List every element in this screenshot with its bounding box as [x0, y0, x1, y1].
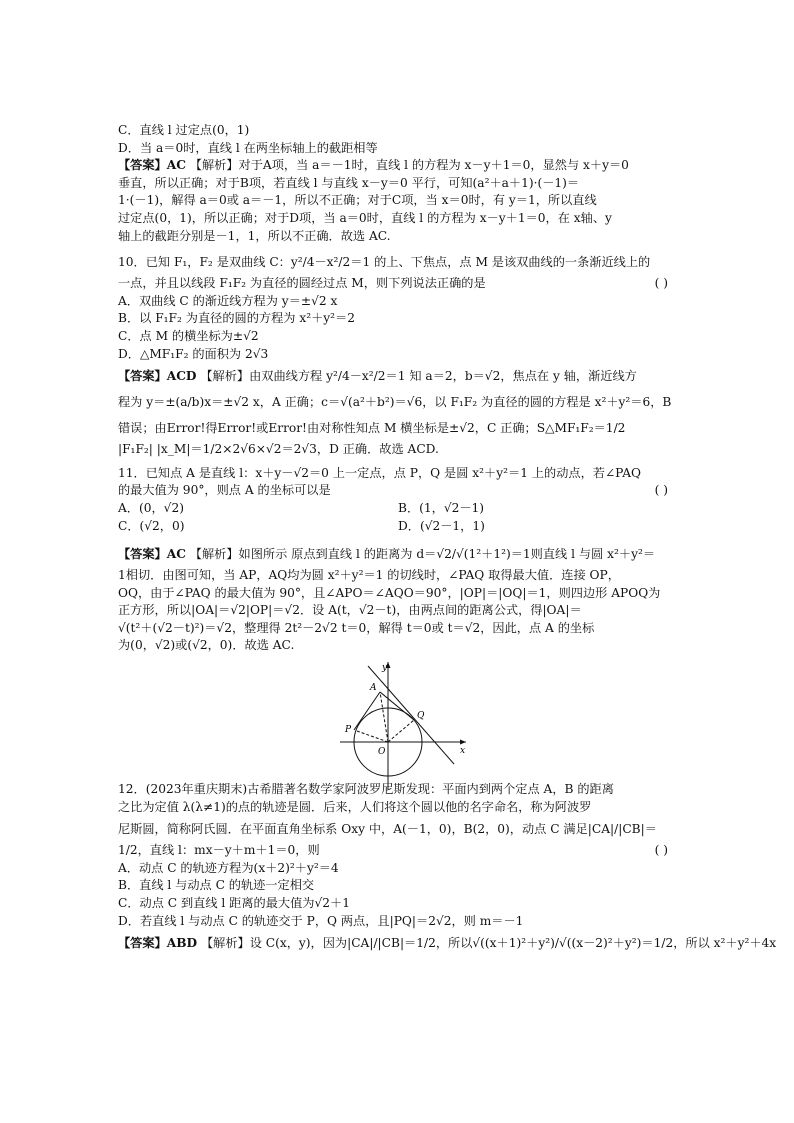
q11-explanation-5: √(t²＋(√2－t)²)＝√2，整理得 2t²－2√2 t＝0，解得 t＝0或 t＝√2，因此，点 A 的坐标 [118, 620, 595, 635]
tangent-aq [380, 692, 414, 720]
q10-explanation-4: |F₁F₂| |x_M|＝1/2×2√6×√2＝2√3，D 正确．故选 ACD. [118, 442, 439, 457]
q11-explanation-2: 1相切．由图可知，当 AP，AQ均为圆 x²＋y²＝1 的切线时，∠PAQ 取得最大值．连接 OP， [118, 568, 620, 583]
q11-option-b: B．(1，√2－1) [398, 500, 485, 515]
segment-oa [380, 692, 388, 742]
q11-answer: 【答案】AC [118, 547, 186, 562]
label-x: x [460, 746, 466, 756]
tangent-ap [354, 692, 380, 730]
q11-option-c: C．(√2，0) [118, 518, 185, 533]
q10-answer: 【答案】ACD [118, 369, 197, 384]
q12-stem-3: 尼斯圆，简称阿氏圆．在平面直角坐标系 Oxy 中，A(－1，0)，B(2，0)，动点 C 满足|CA|/|CB|＝ [118, 822, 657, 837]
q10-option-a: A．双曲线 C 的渐近线方程为 y＝±√2 x [118, 293, 338, 308]
q9-explanation-2: 垂直，所以正确；对于B项，若直线 l 与直线 x－y＝0 平行，可知(a²＋a＋1)·(－1)＝ [118, 175, 580, 190]
q11-explanation-1: 【解析】如图所示 原点到直线 l 的距离为 d＝√2/√(1²＋1²)＝1则直线 l 与圆 x²＋y²＝ [189, 547, 656, 562]
q11-option-a: A．(0，√2) [118, 500, 184, 515]
q10-explanation-1: 【解析】由双曲线方程 y²/4－x²/2＝1 知 a＝2，b＝√2，焦点在 y 轴，渐近线方 [200, 369, 637, 384]
label-y: y [382, 663, 388, 673]
q10-option-d: D．△MF₁F₂ 的面积为 2√3 [118, 346, 269, 361]
q10-explanation-3: 错误；由Error!得Error!或Error!由对称性知点 M 横坐标是±√2，C 正确；S△MF₁F₂＝1/2 [118, 421, 626, 436]
q12-stem-2: 之比为定值 λ(λ≠1)的点的轨迹是圆．后来，人们将这个圆以他的名字命名，称为阿波罗 [118, 799, 592, 814]
q9-answer: 【答案】AC [118, 158, 186, 173]
q11-answer-paren: ( ) [654, 483, 668, 498]
label-o: O [378, 747, 386, 757]
q11-explanation-4: 正方形，所以|OA|＝√2|OP|＝√2．设 A(t，√2－t)，由两点间的距离公式，得|OA|＝ [118, 603, 582, 618]
q10-option-b: B．以 F₁F₂ 为直径的圆的方程为 x²＋y²＝2 [118, 311, 355, 326]
label-a: A [370, 683, 377, 693]
q12-stem-1: 12．(2023年重庆期末)古希腊著名数学家阿波罗尼斯发现：平面内到两个定点 A，B 的距离 [118, 782, 614, 797]
x-axis-arrow [460, 740, 466, 745]
label-q: Q [417, 711, 425, 721]
q10-stem-2: 一点，并且以线段 F₁F₂ 为直径的圆经过点 M，则下列说法正确的是 [118, 276, 486, 291]
q12-stem-4: 1/2，直线 l：mx－y＋m＋1＝0，则 [118, 843, 320, 858]
q12-answer: 【答案】ABD [118, 936, 198, 951]
q11-stem-2: 的最大值为 90°，则点 A 的坐标可以是 [118, 483, 331, 498]
q9-option-d: D．当 a＝0时，直线 l 在两坐标轴上的截距相等 [118, 140, 378, 155]
q11-explanation-3: OQ，由于∠PAQ 的最大值为 90°，且∠APO＝∠AQO＝90°，|OP|＝|OQ|＝1，则四边形 APOQ为 [118, 585, 661, 600]
q12-explanation-1: 【解析】设 C(x，y)，因为|CA|/|CB|＝1/2，所以√((x＋1)²＋y²)/√((x－2)²＋y²)＝1/2，所以 x²＋y²＋4x [200, 936, 777, 951]
q9-explanation-3: 1·(－1)，解得 a＝0或 a＝－1，所以不正确；对于C项，当 x＝0时，有 y＝1，所以直线 [118, 193, 597, 208]
q9-option-c: C．直线 l 过定点(0，1) [118, 123, 250, 137]
q12-option-c: C．动点 C 到直线 l 距离的最大值为√2＋1 [118, 896, 350, 911]
q9-explanation-5: 轴上的截距分别是－1，1，所以不正确．故选 AC. [118, 228, 391, 243]
segment-oq [388, 720, 414, 742]
q12-option-a: A．动点 C 的轨迹方程为(x＋2)²＋y²＝4 [118, 860, 339, 875]
tangent-circle-figure [340, 660, 470, 790]
segment-op [357, 731, 388, 742]
q10-stem-1: 10．已知 F₁，F₂ 是双曲线 C：y²/4－x²/2＝1 的上、下焦点，点 M 是该双曲线的一条渐近线上的 [118, 255, 651, 270]
q10-explanation-2: 程为 y＝±(a/b)x＝±√2 x，A 正确；c＝√(a²＋b²)＝√6，以 F₁F₂ 为直径的圆的方程是 x²＋y²＝6，B [118, 395, 672, 410]
q12-answer-paren: ( ) [654, 843, 668, 858]
q12-option-d: D．若直线 l 与动点 C 的轨迹交于 P，Q 两点，且|PQ|＝2√2，则 m＝－1 [118, 913, 524, 928]
q12-option-b: B．直线 l 与动点 C 的轨迹一定相交 [118, 878, 315, 893]
q11-explanation-6: 为(0，√2)或(√2，0)．故选 AC. [118, 638, 295, 653]
document-body [118, 122, 777, 956]
q9-explanation-1: 【解析】对于A项，当 a＝－1时，直线 l 的方程为 x－y＋1＝0，显然与 x＋y＝0 [189, 158, 629, 173]
q10-answer-paren: ( ) [654, 276, 668, 291]
q11-stem-1: 11．已知点 A 是直线 l：x＋y－√2＝0 上一定点，点 P，Q 是圆 x²＋y²＝1 上的动点，若∠PAQ [118, 465, 642, 480]
q9-explanation-4: 过定点(0，1)，所以正确；对于D项，当 a＝0时，直线 l 的方程为 x－y＋1＝0，在 x轴、y [118, 210, 612, 225]
q10-option-c: C．点 M 的横坐标为±√2 [118, 328, 259, 343]
q11-option-d: D．(√2－1，1) [398, 518, 485, 533]
label-p: P [345, 725, 352, 735]
